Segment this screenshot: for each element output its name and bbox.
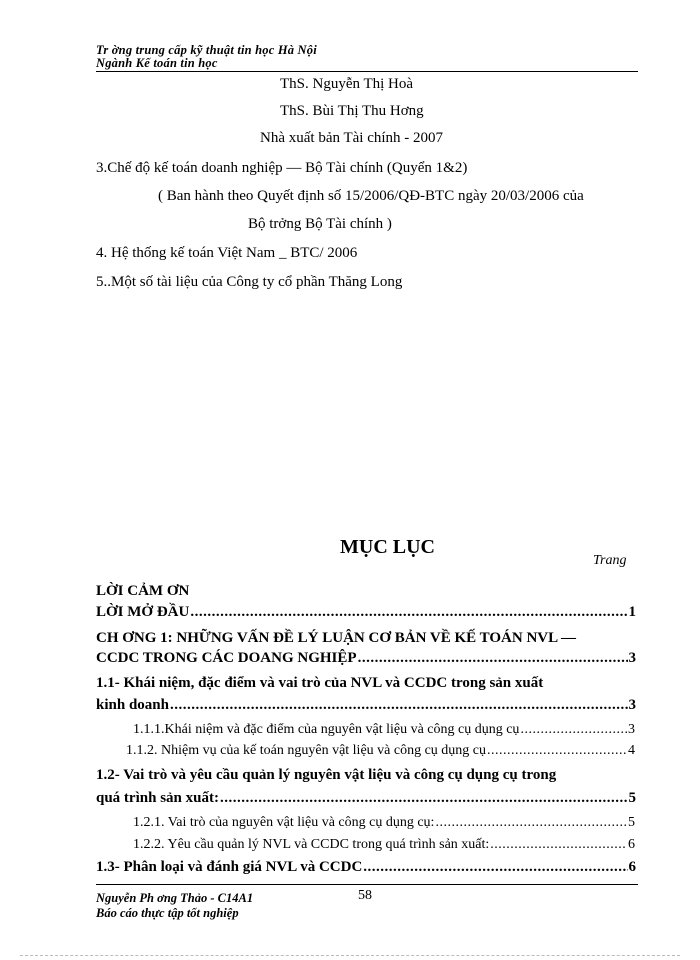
reference-item-3: 3.Chế độ kế toán doanh nghiệp — Bộ Tài chính (Quyển 1&2) bbox=[96, 160, 468, 176]
page-bottom-divider bbox=[20, 955, 680, 956]
toc-entry-text: 1.2.1. Vai trò của nguyên vật liệu và công cụ dụng cụ: bbox=[133, 815, 435, 830]
reference-item-4: 4. Hệ thống kế toán Việt Nam _ BTC/ 2006 bbox=[96, 245, 358, 261]
toc-entry-text: 1.2- Vai trò và yêu cầu quản lý nguyên vật liệu và công cụ dụng cụ trong bbox=[96, 767, 557, 783]
toc-entry-text: LỜI MỞ ĐẦU bbox=[96, 604, 190, 620]
toc-entry-text: 1.1- Khái niệm, đặc điểm và vai trò của NVL và CCDC trong sản xuất bbox=[96, 675, 544, 691]
toc-entry-page: 1 bbox=[628, 604, 636, 620]
toc-entry-text: kinh doanh bbox=[96, 697, 169, 713]
toc-entry-1-1-cont[interactable] bbox=[96, 697, 636, 714]
toc-entry-page: 4 bbox=[628, 743, 635, 758]
toc-entry-text: 1.2.2. Yêu cầu quản lý NVL và CCDC trong quá trình sản xuất: bbox=[133, 837, 490, 852]
toc-entry-page: 3 bbox=[628, 697, 636, 713]
toc-entry-text: 1.3- Phân loại và đánh giá NVL và CCDC bbox=[96, 859, 363, 875]
toc-leader-dots bbox=[220, 790, 628, 807]
toc-entry-page: 3 bbox=[628, 722, 635, 737]
header-school: Tr ờng trung cấp kỹ thuật tin học Hà Nội bbox=[96, 43, 317, 57]
toc-entry-1-3[interactable] bbox=[96, 859, 636, 876]
toc-entry-1-1-1[interactable] bbox=[133, 722, 635, 738]
toc-entry-page: 5 bbox=[628, 815, 635, 830]
toc-entry-chapter-1-cont[interactable] bbox=[96, 650, 636, 667]
toc-entry-text: quá trình sản xuất: bbox=[96, 790, 219, 806]
toc-leader-dots bbox=[487, 743, 627, 759]
toc-entry-text: 1.1.1.Khái niệm và đặc điểm của nguyên vật liệu và công cụ dụng cụ bbox=[133, 722, 520, 737]
reference-author-1: ThS. Nguyễn Thị Hoà bbox=[280, 76, 414, 92]
toc-entry-page: 6 bbox=[628, 859, 636, 875]
reference-publisher: Nhà xuất bản Tài chính - 2007 bbox=[260, 130, 444, 146]
footer-rule bbox=[96, 884, 638, 885]
toc-entry-text: CH ƠNG 1: NHỮNG VẤN ĐỀ LÝ LUẬN CƠ BẢN VỀ KẾ TOÁN NVL — bbox=[96, 630, 577, 646]
footer-author: Nguyễn Ph ơng Thảo - C14A1 bbox=[96, 891, 254, 905]
toc-leader-dots bbox=[363, 859, 627, 876]
toc-entry-page: 3 bbox=[628, 650, 636, 666]
toc-entry-1-2-1[interactable] bbox=[133, 815, 635, 831]
reference-author-2: ThS. Bùi Thị Thu Hơng bbox=[280, 103, 424, 119]
footer-report-title: Báo cáo thực tập tốt nghiệp bbox=[96, 906, 239, 920]
toc-entry-page: 5 bbox=[628, 790, 636, 806]
toc-page-label: Trang bbox=[593, 553, 627, 568]
toc-leader-dots bbox=[490, 837, 627, 853]
toc-entry-loi-mo-dau[interactable] bbox=[96, 604, 636, 621]
footer-page-number: 58 bbox=[358, 888, 372, 903]
reference-item-3-note-2: Bộ trởng Bộ Tài chính ) bbox=[248, 216, 392, 232]
toc-entry-1-2[interactable] bbox=[96, 767, 556, 784]
toc-entry-1-1-2[interactable] bbox=[126, 743, 635, 759]
reference-item-5: 5..Một số tài liệu của Công ty cổ phần Thăng Long bbox=[96, 274, 403, 290]
toc-leader-dots bbox=[435, 815, 627, 831]
toc-entry-page: 6 bbox=[628, 837, 635, 852]
toc-entry-1-2-2[interactable] bbox=[133, 837, 635, 853]
toc-entry-1-1[interactable] bbox=[96, 675, 543, 692]
toc-entry-text: 1.1.2. Nhiệm vụ của kế toán nguyên vật liệu và công cụ dụng cụ bbox=[126, 743, 487, 758]
toc-entry-text: LỜI CẢM ƠN bbox=[96, 583, 190, 599]
toc-leader-dots bbox=[358, 650, 628, 667]
toc-entry-text: CCDC TRONG CÁC DOANG NGHIỆP bbox=[96, 650, 357, 666]
header-rule bbox=[96, 71, 638, 72]
toc-entry-loi-cam-on[interactable] bbox=[96, 583, 636, 600]
toc-leader-dots bbox=[190, 604, 627, 621]
reference-item-3-note-1: ( Ban hành theo Quyết định số 15/2006/QĐ-BTC ngày 20/03/2006 của bbox=[158, 188, 584, 204]
toc-leader-dots bbox=[520, 722, 627, 738]
toc-leader-dots bbox=[170, 697, 628, 714]
toc-entry-1-2-cont[interactable] bbox=[96, 790, 636, 807]
toc-title: MỤC LỤC bbox=[340, 536, 435, 558]
header-department: Ngành Kế toán tin học bbox=[96, 56, 218, 70]
toc-entry-chapter-1[interactable] bbox=[96, 630, 576, 647]
